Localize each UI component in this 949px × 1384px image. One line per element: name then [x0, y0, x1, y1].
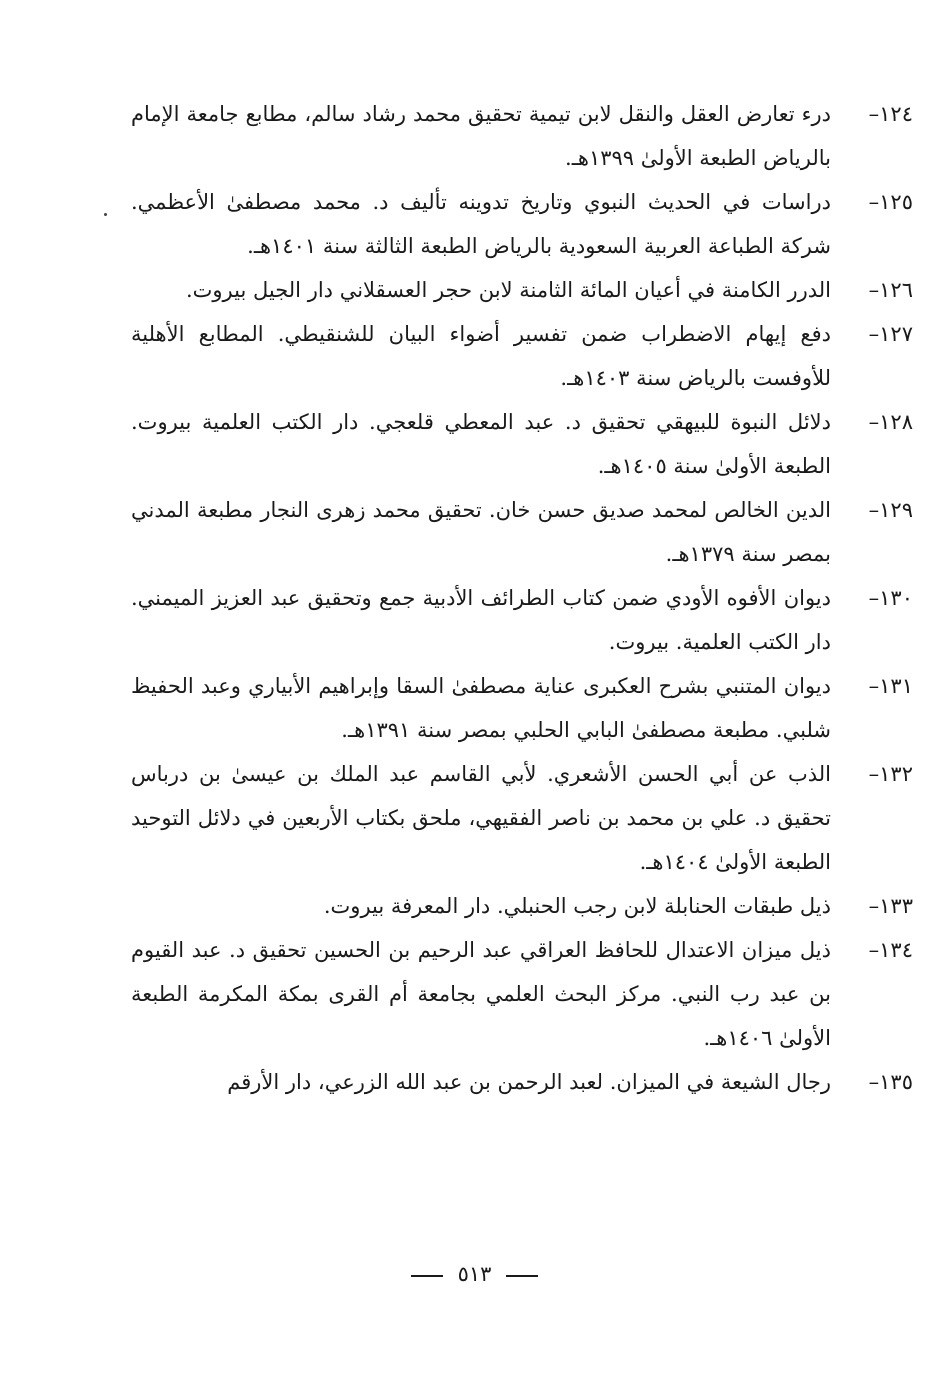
entry-number: ١٣٣– [868, 894, 913, 918]
bibliography-entry [131, 180, 913, 268]
entry-number: ١٢٥– [868, 190, 913, 214]
page-number: ٥١٣ [457, 1262, 492, 1286]
scan-speck [104, 213, 107, 216]
bibliography-entry [131, 92, 913, 180]
bibliography-entry [131, 576, 913, 664]
bibliography-list [131, 92, 913, 1104]
bibliography-entry [131, 928, 913, 1060]
entry-number: ١٣٠– [868, 586, 913, 610]
entry-text: رجال الشيعة في الميزان. لعبد الرحمن بن عبد الله الزرعي، دار الأرقم [227, 1070, 831, 1094]
entry-text: الدين الخالص لمحمد صديق حسن خان. تحقيق محمد زهرى النجار مطبعة المدني بمصر سنة ١٣٧٩هـ. [131, 498, 831, 566]
entry-text: دفع إيهام الاضطراب ضمن تفسير أضواء البيان للشنقيطي. المطابع الأهلية للأوفست بالرياض سنة ١٤٠٣هـ. [131, 322, 831, 390]
entry-number: ١٢٩– [868, 498, 913, 522]
folio-dash-right [411, 1275, 443, 1277]
entry-number: ١٣٤– [868, 938, 913, 962]
entry-number: ١٢٧– [868, 322, 913, 346]
entry-text: ديوان المتنبي بشرح العكبرى عناية مصطفىٰ السقا وإبراهيم الأبياري وعبد الحفيظ شلبي. مطبعة مصطفىٰ البابي الحلبي بمصر سنة ١٣٩١هـ. [131, 674, 831, 742]
entry-text: درء تعارض العقل والنقل لابن تيمية تحقيق محمد رشاد سالم، مطابع جامعة الإمام بالرياض الطبعة الأولىٰ ١٣٩٩هـ. [131, 102, 831, 170]
bibliography-entry [131, 268, 913, 312]
entry-number: ١٢٨– [868, 410, 913, 434]
folio-dash-left [506, 1275, 538, 1277]
entry-text: الذب عن أبي الحسن الأشعري. لأبي القاسم عبد الملك بن عيسىٰ بن درباس تحقيق د. علي بن محمد بن ناصر الفقيهي، ملحق بكتاب الأربعين في دلائل التوحيد الطبعة الأولىٰ ١٤٠٤هـ. [131, 762, 831, 874]
page-folio [0, 1262, 949, 1286]
bibliography-entry [131, 488, 913, 576]
entry-number: ١٣٥– [868, 1070, 913, 1094]
entry-text: الدرر الكامنة في أعيان المائة الثامنة لابن حجر العسقلاني دار الجيل بيروت. [185, 278, 831, 302]
bibliography-entry [131, 1060, 913, 1104]
entry-text: ديوان الأفوه الأودي ضمن كتاب الطرائف الأدبية جمع وتحقيق عبد العزيز الميمني. دار الكتب العلمية. بيروت. [131, 586, 831, 654]
entry-text: ذيل ميزان الاعتدال للحافظ العراقي عبد الرحيم بن الحسين تحقيق د. عبد القيوم بن عبد رب النبي. مركز البحث العلمي بجامعة أم القرى بمكة المكرمة الطبعة الأولىٰ ١٤٠٦هـ. [131, 938, 831, 1050]
entry-number: ١٣١– [868, 674, 913, 698]
entry-text: ذيل طبقات الحنابلة لابن رجب الحنبلي. دار المعرفة بيروت. [323, 894, 831, 918]
entry-text: دلائل النبوة للبيهقي تحقيق د. عبد المعطي قلعجي. دار الكتب العلمية بيروت. الطبعة الأولىٰ سنة ١٤٠٥هـ. [131, 410, 831, 478]
entry-number: ١٢٦– [868, 278, 913, 302]
entry-number: ١٣٢– [868, 762, 913, 786]
bibliography-entry [131, 884, 913, 928]
bibliography-entry [131, 752, 913, 884]
bibliography-entry [131, 664, 913, 752]
entry-number: ١٢٤– [868, 102, 913, 126]
bibliography-entry [131, 312, 913, 400]
bibliography-entry [131, 400, 913, 488]
entry-text: دراسات في الحديث النبوي وتاريخ تدوينه تأليف د. محمد مصطفىٰ الأعظمي. شركة الطباعة العربية السعودية بالرياض الطبعة الثالثة سنة ١٤٠١هـ. [131, 190, 831, 258]
